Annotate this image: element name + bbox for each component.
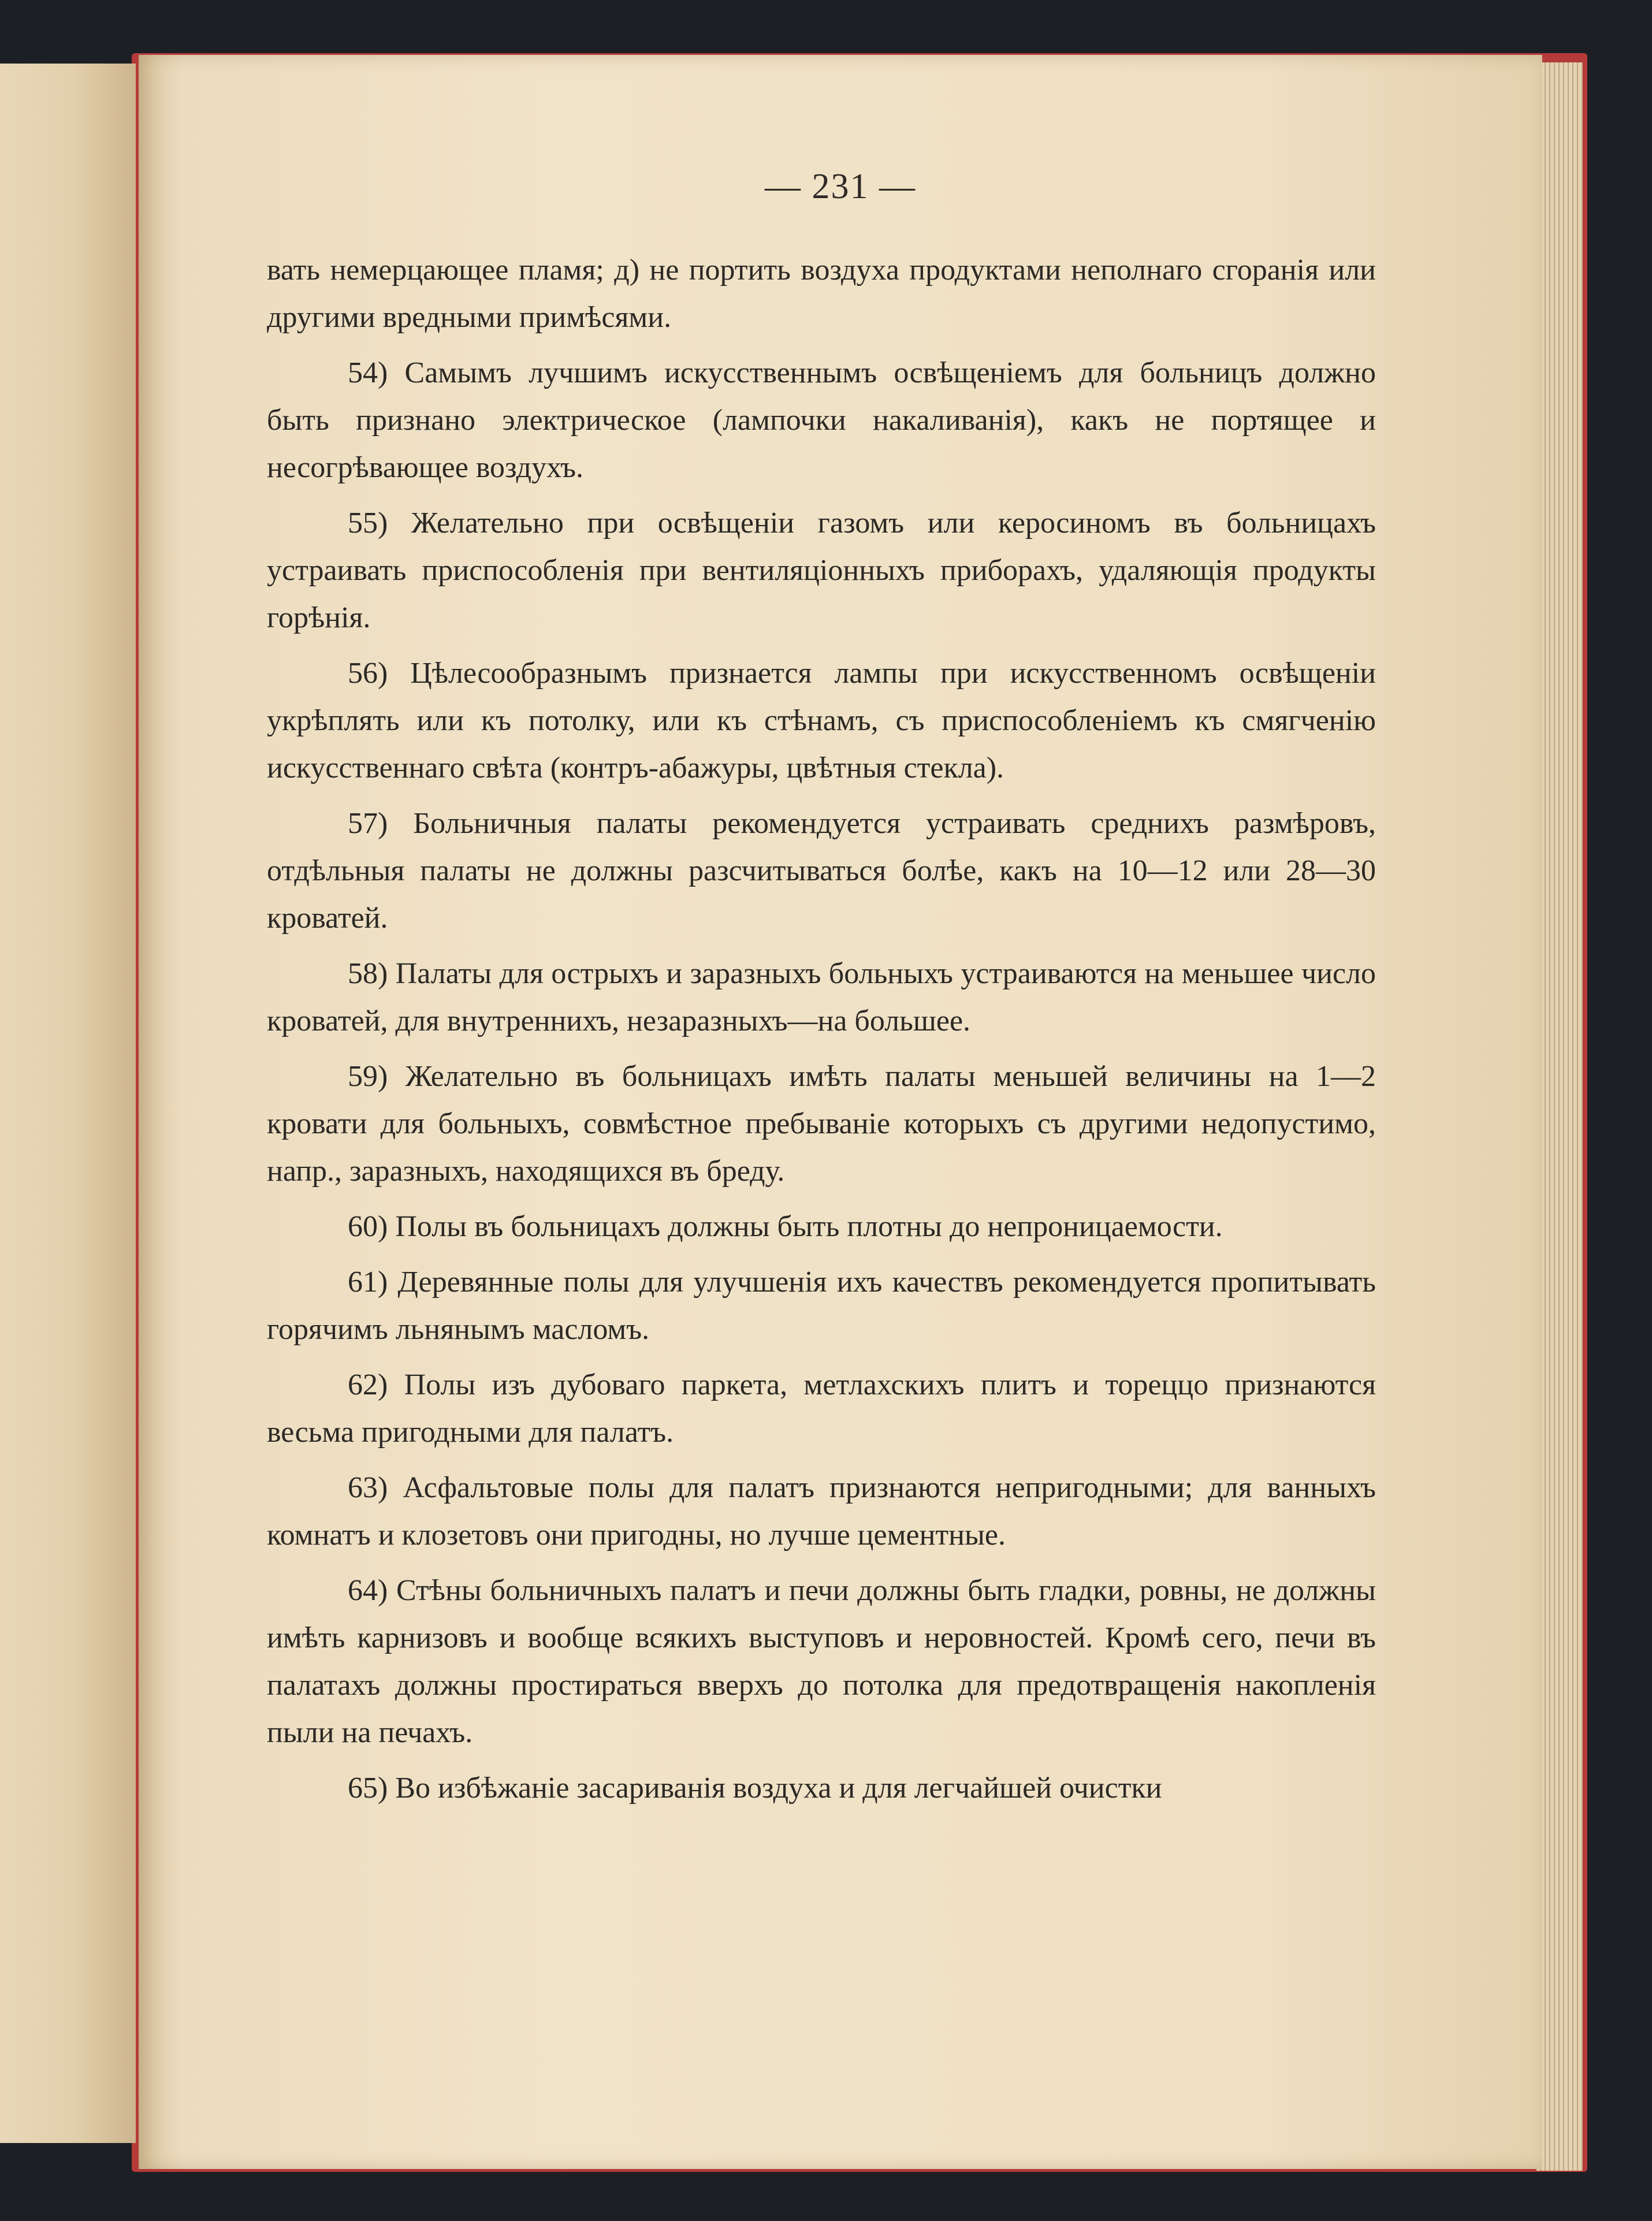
paragraph-65: 65) Во избѣжаніе засариванія воздуха и для легчайшей очистки	[348, 1772, 1162, 1805]
paragraph-63: 63) Асфальтовые полы для палатъ признаются непригодными; для ванныхъ комнатъ и клозетовъ они пригодны, но лучше цементные.	[267, 1471, 1376, 1552]
paragraph-62: 62) Полы изъ дубоваго паркета, метлахскихъ плитъ и тореццо признаются весьма пригодными для палатъ.	[267, 1368, 1376, 1449]
page-text	[267, 247, 1376, 1820]
paragraph-54: 54) Самымъ лучшимъ искусственнымъ освѣщеніемъ для больницъ должно быть признано электрическое (лампочки накаливанія), какъ не портящее и несогрѣвающее воздухъ.	[267, 356, 1376, 484]
paragraph-59: 59) Желательно въ больницахъ имѣть палаты меньшей величины на 1—2 кровати для больныхъ, совмѣстное пребываніе которыхъ съ другими недопустимо, напр., заразныхъ, находящихся въ бреду.	[267, 1060, 1376, 1188]
paragraph-57: 57) Больничныя палаты рекомендуется устраивать среднихъ размѣровъ, отдѣльныя палаты не должны разсчитываться болѣе, какъ на 10—12 или 28—30 кроватей.	[267, 807, 1376, 935]
page-edges	[1536, 62, 1583, 2171]
paragraph-61: 61) Деревянные полы для улучшенія ихъ качествъ рекомендуется пропитывать горячимъ льнянымъ масломъ.	[267, 1266, 1376, 1346]
paragraph-55: 55) Желательно при освѣщеніи газомъ или керосиномъ въ больницахъ устраивать приспособленія при вентиляціонныхъ приборахъ, удаляющія продукты горѣнія.	[267, 507, 1376, 634]
paragraph-64: 64) Стѣны больничныхъ палатъ и печи должны быть гладки, ровны, не должны имѣть карнизовъ и вообще всякихъ выступовъ и неровностей. Кромѣ сего, печи въ палатахъ должны простираться вверхъ до потолка для предотвращенія накопленія пыли на печахъ.	[267, 1574, 1376, 1749]
book-page	[139, 55, 1542, 2169]
paragraph-58: 58) Палаты для острыхъ и заразныхъ больныхъ устраиваются на меньшее число кроватей, для внутреннихъ, незаразныхъ—на большее.	[267, 957, 1376, 1037]
paragraph: вать немерцающее пламя; д) не портить воздуха продуктами неполнаго сгоранія или другими вредными примѣсями.	[267, 254, 1376, 334]
paragraph-56: 56) Цѣлесообразнымъ признается лампы при искусственномъ освѣщеніи укрѣплять или къ потолку, или къ стѣнамъ, съ приспособленіемъ къ смягченію искусственнаго свѣта (контръ-абажуры, цвѣтныя стекла).	[267, 657, 1376, 784]
left-page-edge	[0, 64, 136, 2143]
page-number: — 231 —	[765, 167, 916, 206]
paragraph-60: 60) Полы въ больницахъ должны быть плотны до непроницаемости.	[348, 1210, 1223, 1243]
